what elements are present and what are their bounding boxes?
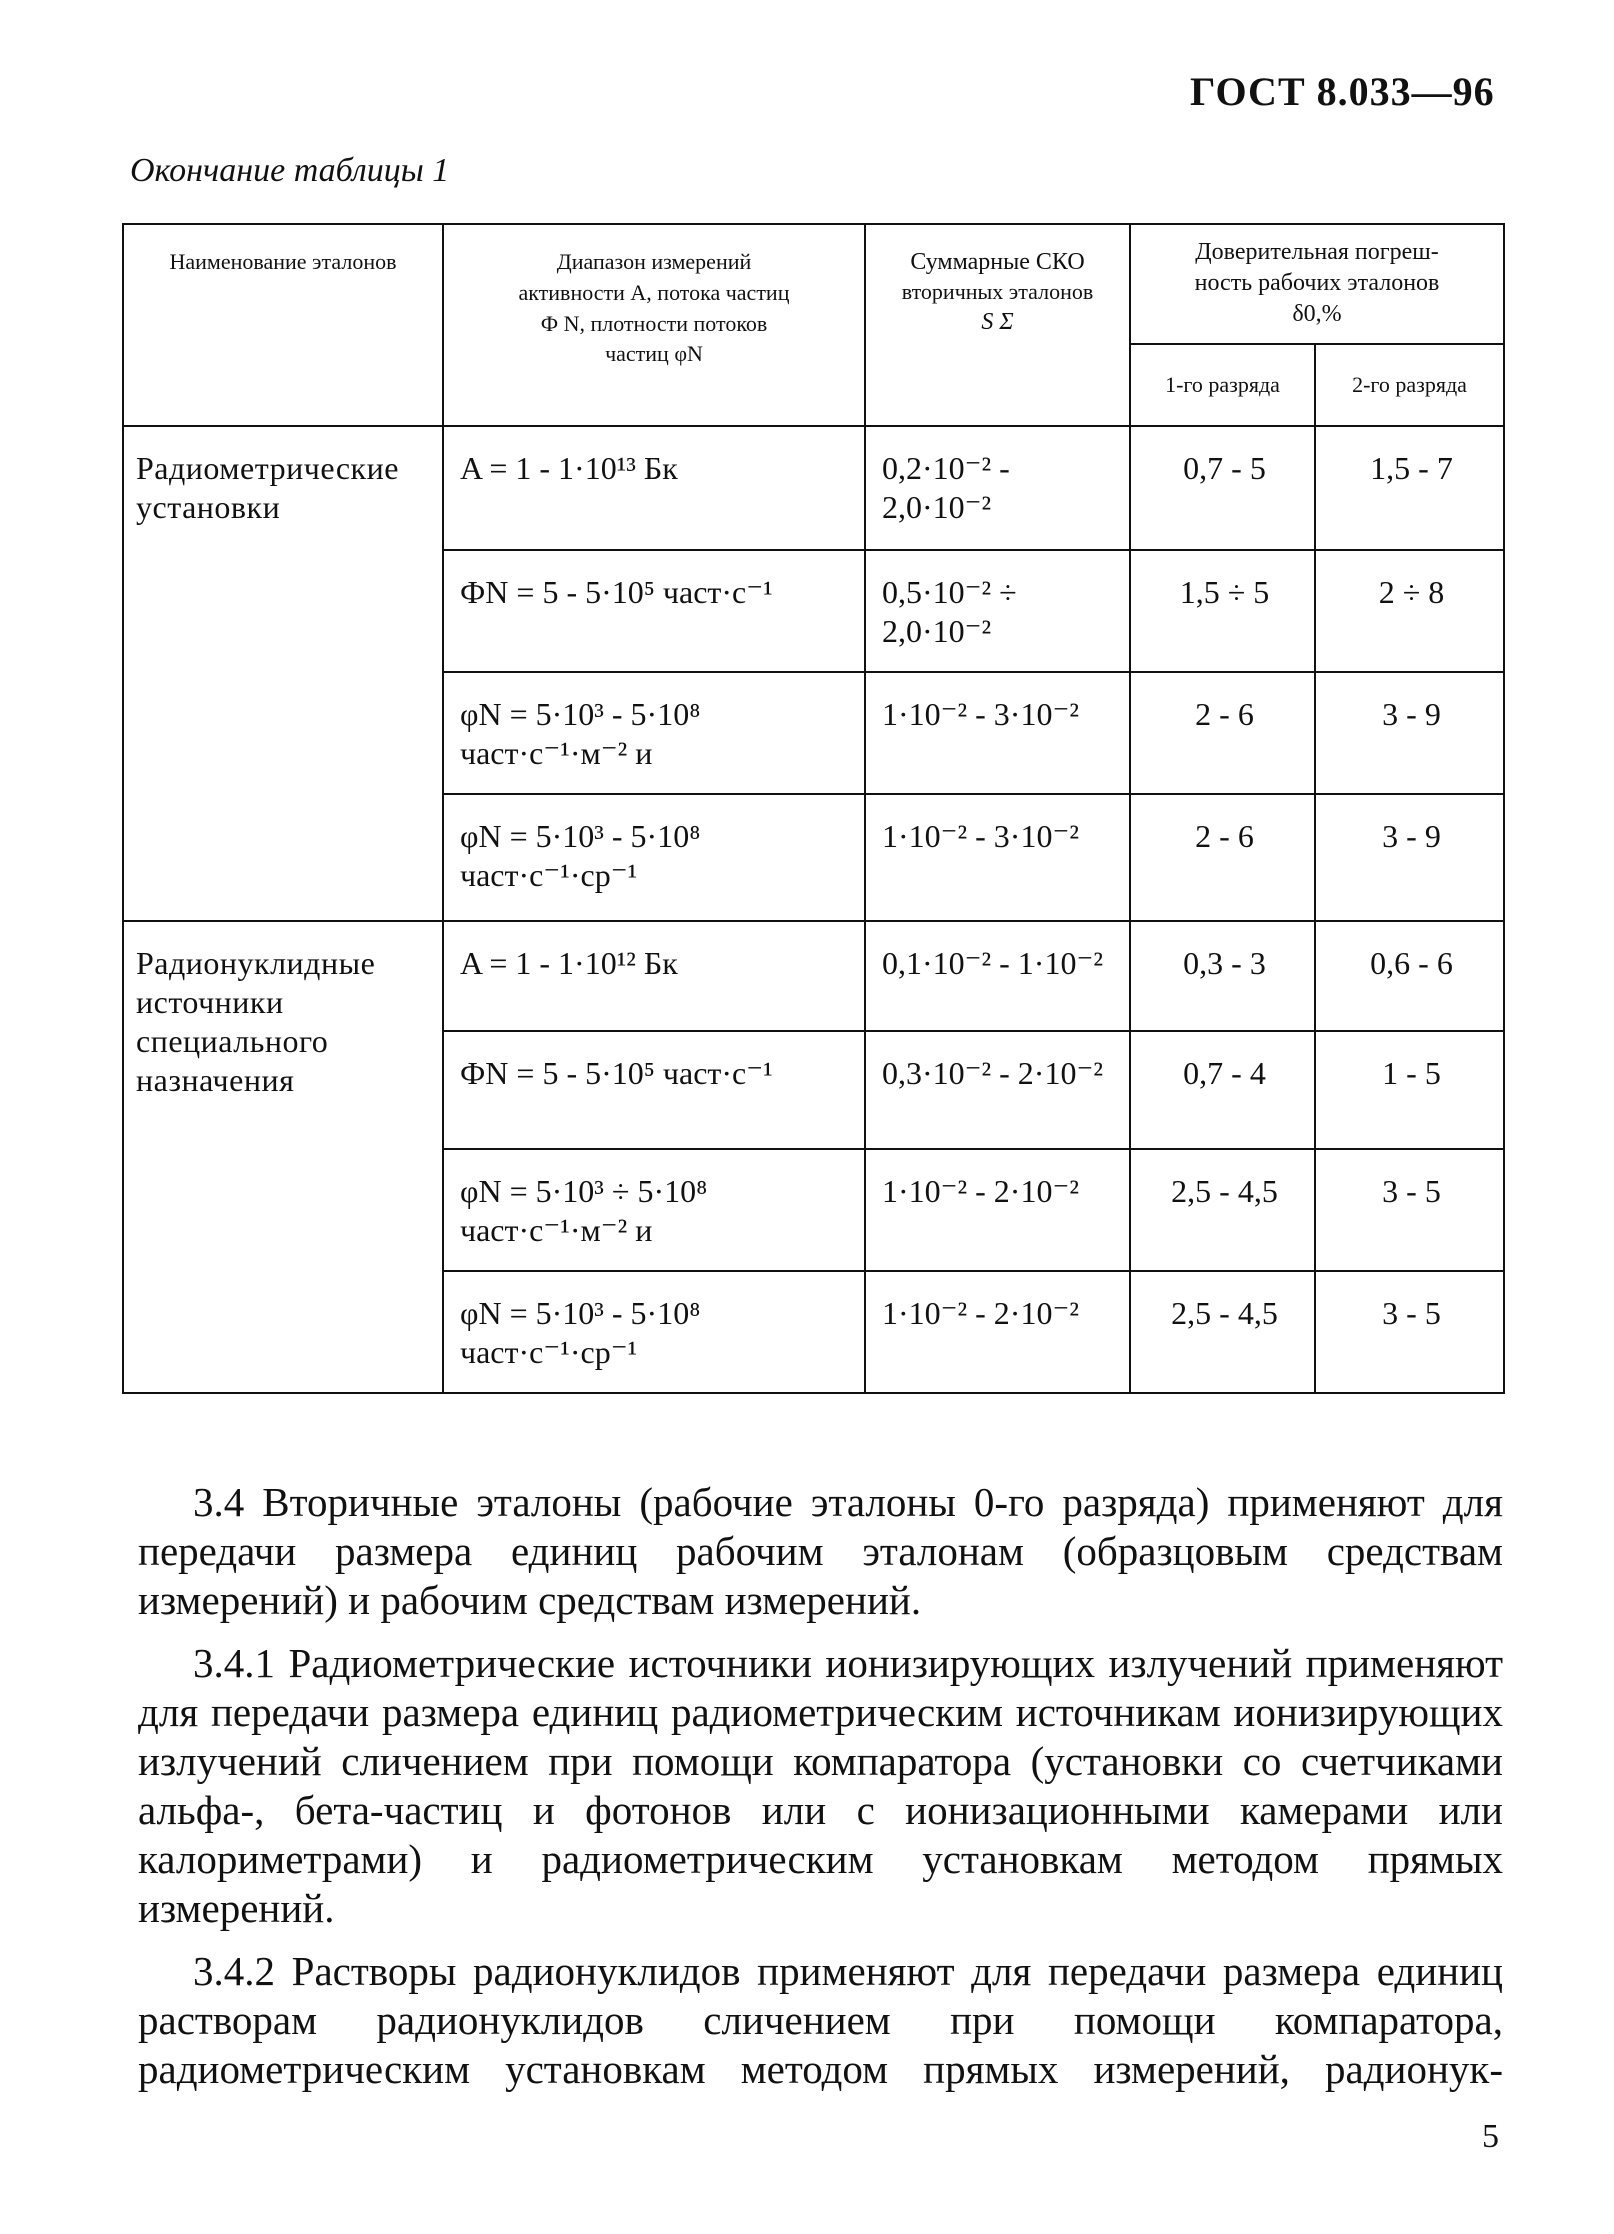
sko-cell: 1·10⁻² - 2·10⁻²	[865, 1271, 1130, 1393]
sko-cell: 0,2·10⁻² - 2,0·10⁻²	[865, 426, 1130, 550]
standard-header: ГОСТ 8.033—96	[1190, 69, 1495, 114]
range-cell: φN = 5·10³ - 5·10⁸ част·с⁻¹·ср⁻¹	[443, 1271, 865, 1393]
class2-cell: 1 - 5	[1315, 1031, 1504, 1149]
class2-cell: 0,6 - 6	[1315, 921, 1504, 1031]
group-name: Радионуклидные источники специального назначения	[123, 921, 443, 1393]
paragraph: 3.4 Вторичные эталоны (рабочие эталоны 0-го разряда) применяют для передачи размера единиц рабочим эталонам (образцовым средствам измерений) и рабочим средствам измерений.	[138, 1479, 1503, 1623]
header-sko-line: вторичных эталонов	[901, 279, 1094, 305]
class2-cell: 3 - 5	[1315, 1149, 1504, 1271]
header-range-line: частиц φN	[605, 341, 703, 367]
header-sko	[865, 224, 1130, 426]
header-sko-line: Суммарные СКО	[910, 249, 1085, 275]
sko-cell: 1·10⁻² - 3·10⁻²	[865, 672, 1130, 794]
sko-cell: 0,1·10⁻² - 1·10⁻²	[865, 921, 1130, 1031]
header-class-1: 1-го разряда	[1130, 344, 1315, 426]
page-number: 5	[1482, 2118, 1499, 2155]
standards-table	[122, 223, 1505, 1394]
header-error-line: Доверительная погреш-	[1195, 239, 1439, 265]
class2-cell: 3 - 9	[1315, 794, 1504, 921]
class1-cell: 2,5 - 4,5	[1130, 1149, 1315, 1271]
class1-cell: 1,5 ÷ 5	[1130, 550, 1315, 672]
range-cell: φN = 5·10³ ÷ 5·10⁸ част·с⁻¹·м⁻² и	[443, 1149, 865, 1271]
sko-cell: 0,3·10⁻² - 2·10⁻²	[865, 1031, 1130, 1149]
range-cell: φN = 5·10³ - 5·10⁸ част·с⁻¹·м⁻² и	[443, 672, 865, 794]
paragraph: 3.4.1 Радиометрические источники ионизирующих излучений применяют для передачи размера единиц радиометрическим источникам ионизирующих излучений сличением при помощи компаратора (установки со счетчиками альфа-, бета-частиц и фотонов или с ионизационными камерами или калориметрами) и радиометрическим установкам методом прямых измерений.	[138, 1640, 1503, 1931]
class1-cell: 0,3 - 3	[1130, 921, 1315, 1031]
class1-cell: 0,7 - 5	[1130, 426, 1315, 550]
sko-cell: 0,5·10⁻² ÷ 2,0·10⁻²	[865, 550, 1130, 672]
header-sko-line: S Σ	[981, 308, 1014, 335]
sko-cell: 1·10⁻² - 3·10⁻²	[865, 794, 1130, 921]
range-cell: A = 1 - 1·10¹² Бк	[443, 921, 865, 1031]
group-name: Радиометрические установки	[123, 426, 443, 921]
class1-cell: 0,7 - 4	[1130, 1031, 1315, 1149]
class1-cell: 2 - 6	[1130, 794, 1315, 921]
range-cell: φN = 5·10³ - 5·10⁸ част·с⁻¹·ср⁻¹	[443, 794, 865, 921]
header-range-line: активности A, потока частиц	[518, 279, 790, 305]
class2-cell: 3 - 5	[1315, 1271, 1504, 1393]
range-cell: ФN = 5 - 5·10⁵ част·с⁻¹	[443, 1031, 865, 1149]
body-text	[138, 1478, 1503, 2108]
header-error-line: δ0,%	[1292, 301, 1342, 328]
range-cell: A = 1 - 1·10¹³ Бк	[443, 426, 865, 550]
paragraph: 3.4.2 Растворы радионуклидов применяют для передачи размера единиц растворам радионуклидов сличением при помощи компаратора, радиометрическим установкам методом прямых измерений, радионук-	[138, 1948, 1503, 2092]
header-name: Наименование эталонов	[123, 224, 443, 426]
range-cell: ФN = 5 - 5·10⁵ част·с⁻¹	[443, 550, 865, 672]
header-error	[1130, 224, 1504, 344]
class1-cell: 2 - 6	[1130, 672, 1315, 794]
table-caption: Окончание таблицы 1	[130, 152, 450, 189]
sko-cell: 1·10⁻² - 2·10⁻²	[865, 1149, 1130, 1271]
class1-cell: 2,5 - 4,5	[1130, 1271, 1315, 1393]
class2-cell: 3 - 9	[1315, 672, 1504, 794]
header-range-line: Диапазон измерений	[556, 249, 752, 274]
header-class-2: 2-го разряда	[1315, 344, 1504, 426]
class2-cell: 2 ÷ 8	[1315, 550, 1504, 672]
header-range-line: Ф N, плотности потоков	[540, 310, 768, 336]
header-range	[443, 224, 865, 426]
class2-cell: 1,5 - 7	[1315, 426, 1504, 550]
header-error-line: ность рабочих эталонов	[1194, 270, 1440, 297]
